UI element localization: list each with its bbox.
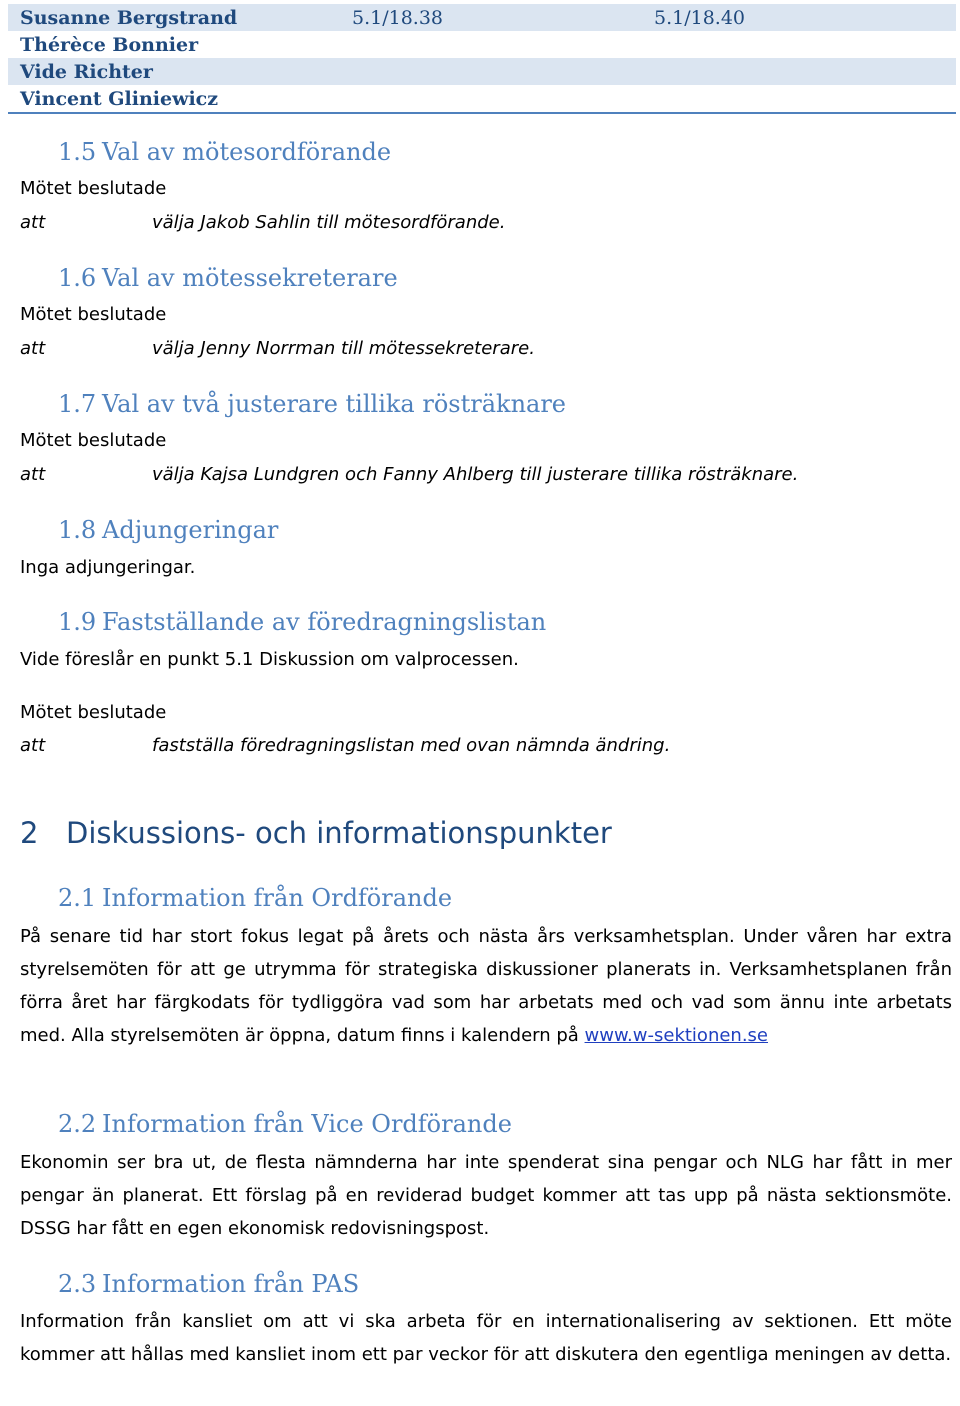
heading-number: 2 [20,816,39,850]
paragraph-pas: Information från kansliet om att vi ska arbeta för en internationalisering av sektionen. Ett möte kommer att hållas med kansliet inom ett par veckor för att diskutera den egentliga meningen av detta. [20,1311,952,1365]
attendee-departure [642,85,956,113]
heading-2-1 [58,884,452,912]
decision-text: välja Kajsa Lundgren och Fanny Ahlberg till justerare tillika rösträknare. [152,464,799,485]
att-label: att [20,464,46,485]
decision-lead: Mötet beslutade [20,178,167,199]
heading-number: 2.1 [58,884,97,912]
attendee-name: Vide Richter [8,58,340,85]
heading-number: 1.9 [58,608,97,636]
decision-line [20,464,798,485]
heading-2-3 [58,1270,359,1298]
decision-lead: Mötet beslutade [20,702,167,723]
decision-text: välja Jenny Norrman till mötessekreterare. [152,338,535,359]
attendee-arrival [340,58,642,85]
paragraph-vice-ordforande: Ekonomin ser bra ut, de flesta nämnderna har inte spenderat sina pengar och NLG har fått in mer pengar än planerat. Ett förslag på en reviderad budget kommer att tas upp på nästa sektionsmöte. DSSG har fått en egen ekonomisk redovisningspost. [20,1152,952,1239]
heading-title: Information från Ordförande [102,884,453,912]
attendee-arrival [340,31,642,58]
decision-lead: Mötet beslutade [20,430,167,451]
heading-1-8 [58,516,278,544]
heading-2-2 [58,1110,512,1138]
heading-number: 2.2 [58,1110,97,1138]
attendee-departure: 5.1/18.40 [642,4,956,31]
heading-title: Val av två justerare tillika rösträknare [102,390,567,418]
heading-title: Diskussions- och informationspunkter [66,816,612,850]
heading-1-6 [58,264,398,292]
decision-text: välja Jakob Sahlin till mötesordförande. [152,212,506,233]
attendance-row [8,31,956,58]
heading-title: Val av mötessekreterare [102,264,398,292]
att-label: att [20,735,46,756]
heading-2 [20,816,612,850]
heading-1-9 [58,608,546,636]
attendance-row [8,85,956,113]
attendee-name: Susanne Bergstrand [8,4,340,31]
attendee-name: Vincent Gliniewicz [8,85,340,113]
heading-title: Information från PAS [102,1270,360,1298]
body-text: Inga adjungeringar. [20,557,196,578]
heading-number: 1.7 [58,390,97,418]
heading-1-5 [58,138,391,166]
heading-title: Fastställande av föredragningslistan [102,608,547,636]
attendee-departure [642,58,956,85]
heading-number: 1.5 [58,138,97,166]
attendance-row [8,4,956,31]
heading-title: Adjungeringar [102,516,279,544]
decision-lead: Mötet beslutade [20,304,167,325]
website-link[interactable]: www.w-sektionen.se [584,1025,769,1046]
heading-number: 2.3 [58,1270,97,1298]
attendee-arrival: 5.1/18.38 [340,4,642,31]
attendee-arrival [340,85,642,113]
body-text: Vide föreslår en punkt 5.1 Diskussion om valprocessen. [20,649,519,670]
paragraph-text: På senare tid har stort fokus legat på årets och nästa års verksamhetsplan. Under våren har extra styrelsemöten för att ge utrymma för strategiska diskussioner planerats in. Verksamhetsplanen från förra året har färgkodats för tydliggöra vad som har arbetats med och vad som ännu inte arbetats med. Alla styrelsemöten är öppna, datum finns i kalendern på [20,926,952,1046]
heading-1-7 [58,390,566,418]
heading-title: Val av mötesordförande [102,138,392,166]
heading-title: Information från Vice Ordförande [102,1110,512,1138]
att-label: att [20,212,46,233]
decision-line [20,212,505,233]
att-label: att [20,338,46,359]
heading-number: 1.6 [58,264,97,292]
decision-line [20,735,670,756]
attendance-table [8,4,956,114]
paragraph-ordforande [20,920,952,1052]
heading-number: 1.8 [58,516,97,544]
attendee-name: Thérèce Bonnier [20,33,199,56]
decision-text: fastställa föredragningslistan med ovan nämnda ändring. [152,735,671,756]
attendance-row [8,58,956,85]
attendee-departure [642,31,956,58]
decision-line [20,338,535,359]
